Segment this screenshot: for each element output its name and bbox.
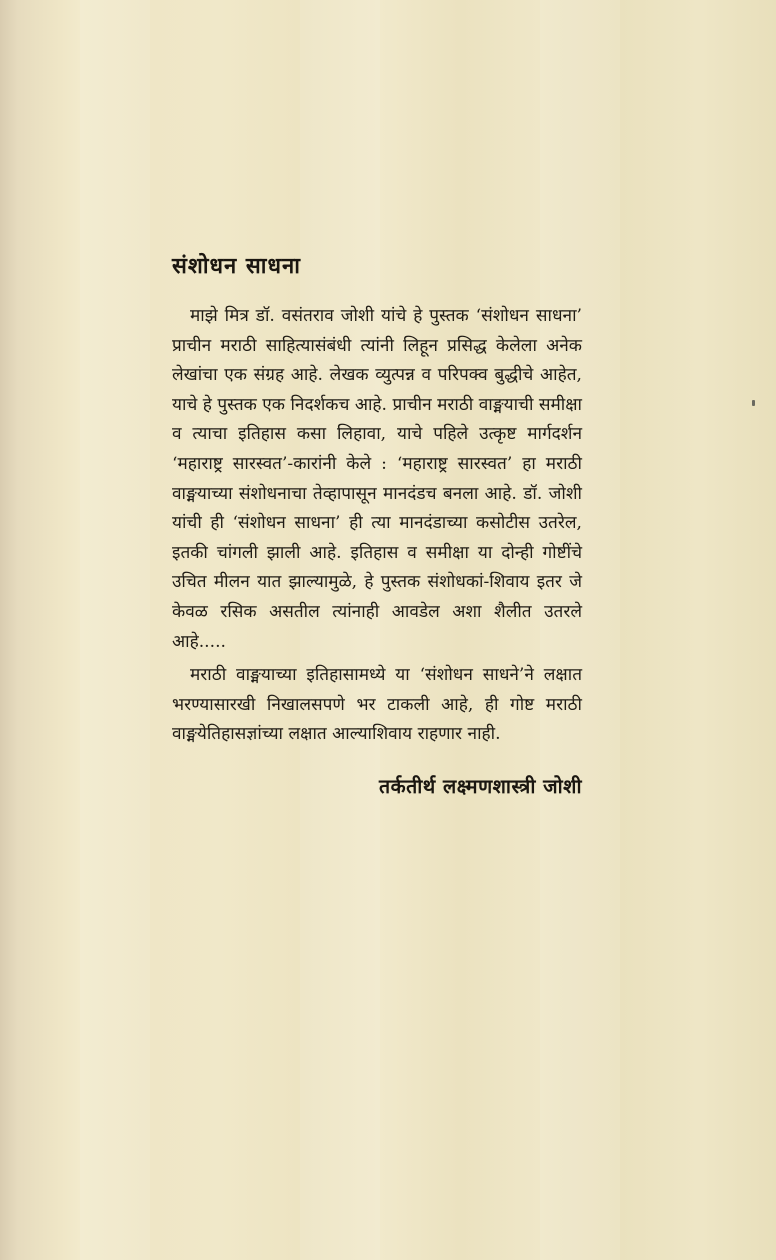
blurb-block: [172, 250, 582, 799]
paper-stripe: [80, 0, 150, 1260]
blurb-heading: संशोधन साधना: [172, 254, 301, 279]
paper-speck: [752, 400, 755, 406]
blurb-paragraph-1: माझे मित्र डॉ. वसंतराव जोशी यांचे हे पुस्तक ‘संशोधन साधना’ प्राचीन मराठी साहित्यासंबंधी त्यांनी लिहून प्रसिद्ध केलेला अनेक लेखांचा एक संग्रह आहे. लेखक व्युत्पन्न व परिपक्व बुद्धीचे आहेत, याचे हे पुस्तक एक निदर्शकच आहे. प्राचीन मराठी वाङ्मयाची समीक्षा व त्याचा इतिहास कसा लिहावा, याचे पहिले उत्कृष्ट मार्गदर्शन ‘महाराष्ट्र सारस्वत’-कारांनी केले : ‘महाराष्ट्र सारस्वत’ हा मराठी वाङ्मयाच्या संशोधनाचा तेव्हापासून मानदंडच बनला आहे. डॉ. जोशी यांची ही ‘संशोधन साधना’ ही त्या मानदंडाच्या कसोटीस उतरेल, इतकी चांगली झाली आहे. इतिहास व समीक्षा या दोन्ही गोष्टींचे उचित मीलन यात झाल्यामुळे, हे पुस्तक संशोधकां-शिवाय इतर जे केवळ रसिक असतील त्यांनाही आवडेल अशा शैलीत उतरले आहे.....: [172, 306, 582, 652]
author-signature: तर्कतीर्थ लक्ष्मणशास्त्री जोशी: [379, 774, 582, 798]
blurb-paragraph-2: मराठी वाङ्मयाच्या इतिहासामध्ये या ‘संशोधन साधने’ने लक्षात भरण्यासारखी निखालसपणे भर टाकली आहे, ही गोष्ट मराठी वाङ्मयेतिहासज्ञांच्या लक्षात आल्याशिवाय राहणार नाही.: [172, 665, 582, 745]
